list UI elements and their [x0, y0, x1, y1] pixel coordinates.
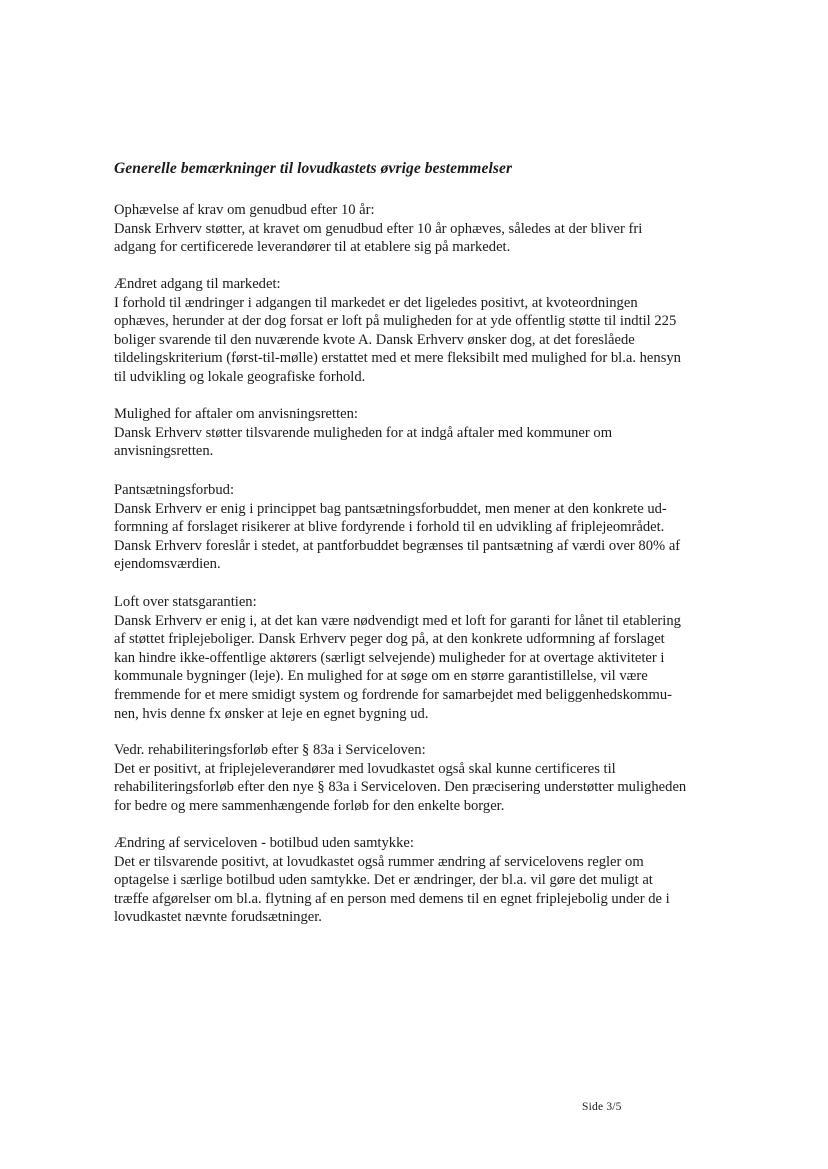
section-title: Ændring af serviceloven - botilbud uden samtykke:	[114, 835, 414, 851]
section-pantsaetningsforbud	[114, 481, 754, 574]
section-genudbud	[114, 201, 754, 257]
section-body	[114, 424, 754, 461]
body-line: fremmende for et mere smidigt system og fordrende for samarbejdet med beliggenhedskommu-	[114, 686, 673, 703]
body-line: adgang for certificerede leverandører til at etablere sig på markedet.	[114, 239, 511, 256]
body-line: lovudkastet nævnte forudsætninger.	[114, 909, 322, 926]
section-body	[114, 294, 754, 387]
body-line: Dansk Erhverv er enig i, at det kan være nødvendigt med et loft for garanti for lånet til etablering	[114, 612, 681, 629]
body-line: I forhold til ændringer i adgangen til markedet er det ligeledes positivt, at kvoteordningen	[114, 294, 638, 311]
section-title: Mulighed for aftaler om anvisningsretten:	[114, 406, 358, 422]
section-body	[114, 760, 754, 816]
body-line: kan hindre ikke-offentlige aktørers (særligt selvejende) muligheder for at overtage aktiviteter i	[114, 649, 665, 666]
body-line: ejendomsværdien.	[114, 556, 221, 573]
body-line: Dansk Erhverv støtter, at kravet om genudbud efter 10 år ophæves, således at der bliver fri	[114, 220, 643, 237]
body-line: af støttet friplejeboliger. Dansk Erhverv peger dog på, at den konkrete udformning af forslaget	[114, 631, 665, 648]
section-statsgarantien	[114, 593, 754, 723]
section-body	[114, 612, 754, 724]
section-body	[114, 500, 754, 574]
section-body	[114, 853, 754, 927]
section-title: Vedr. rehabiliteringsforløb efter § 83a i Serviceloven:	[114, 742, 426, 758]
body-line: formning af forslaget risikerer at blive fordyrende i forhold til en udvikling af friplejeområdet.	[114, 519, 665, 536]
body-line: Dansk Erhverv foreslår i stedet, at pantforbuddet begrænses til pantsætning af værdi over 80% af	[114, 537, 681, 554]
body-line: tildelingskriterium (først-til-mølle) erstattet med et mere fleksibilt med mulighed for bl.a. hensyn	[114, 350, 681, 367]
page-number: Side 3/5	[582, 1101, 622, 1113]
section-title: Pantsætningsforbud:	[114, 482, 234, 498]
body-line: Dansk Erhverv støtter tilsvarende muligheden for at indgå aftaler med kommuner om	[114, 424, 613, 441]
section-title: Loft over statsgarantien:	[114, 594, 257, 610]
body-line: nen, hvis denne fx ønsker at leje en egnet bygning ud.	[114, 705, 429, 722]
section-body	[114, 220, 754, 257]
body-line: træffe afgørelser om bl.a. flytning af en person med demens til en egnet friplejebolig under de i	[114, 890, 670, 907]
body-line: rehabiliteringsforløb efter den nye § 83a i Serviceloven. Den præcisering understøtter muligheden	[114, 779, 687, 796]
body-line: Det er positivt, at friplejeleverandører med lovudkastet også skal kunne certificeres til	[114, 760, 616, 777]
section-anvisningsretten	[114, 405, 754, 461]
section-title: Ændret adgang til markedet:	[114, 276, 281, 292]
section-rehabiliteringsforloeb	[114, 741, 754, 815]
body-line: til udvikling og lokale geografiske forhold.	[114, 368, 366, 385]
section-adgang-markedet	[114, 275, 754, 387]
body-line: boliger svarende til den nuværende kvote A. Dansk Erhverv ønsker dog, at det foreslåede	[114, 331, 635, 348]
body-line: kommunale bygninger (leje). En mulighed for at søge om en større garantistillelse, vil være	[114, 668, 648, 685]
body-line: ophæves, herunder at der dog forsat er loft på muligheden for at yde offentlig støtte til indtil 225	[114, 313, 677, 330]
section-title: Ophævelse af krav om genudbud efter 10 år:	[114, 202, 375, 218]
body-line: anvisningsretten.	[114, 443, 214, 460]
body-line: Dansk Erhverv er enig i princippet bag pantsætningsforbuddet, men mener at den konkrete ud-	[114, 500, 667, 517]
body-line: Det er tilsvarende positivt, at lovudkastet også rummer ændring af servicelovens regler om	[114, 853, 644, 870]
section-heading: Generelle bemærkninger til lovudkastets øvrige bestemmelser	[114, 160, 513, 177]
body-line: optagelse i særlige botilbud uden samtykke. Det er ændringer, der bl.a. vil gøre det muligt at	[114, 872, 653, 889]
body-line: for bedre og mere sammenhængende forløb for den enkelte borger.	[114, 797, 505, 814]
section-botilbud	[114, 834, 754, 927]
